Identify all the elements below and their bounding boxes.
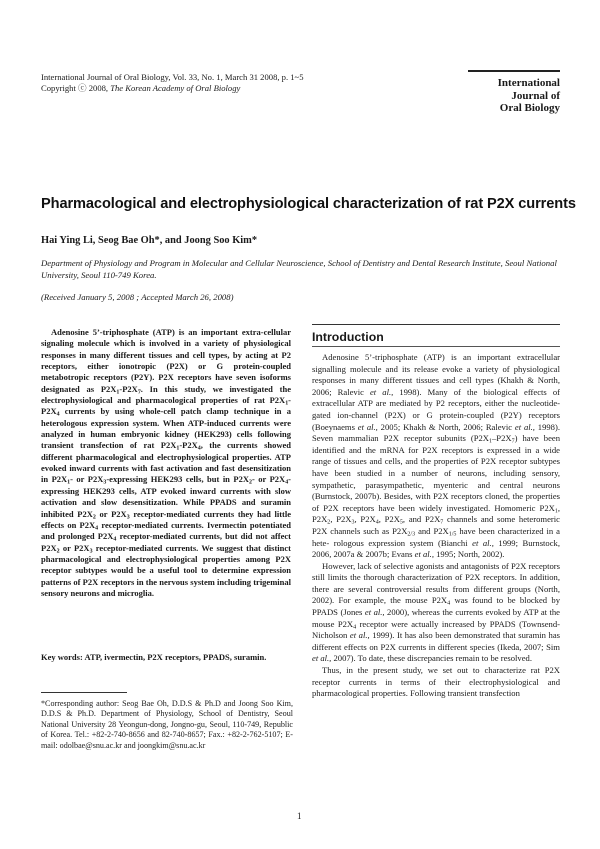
introduction-body — [312, 352, 560, 700]
journal-brand: International Journal of Oral Biology — [468, 70, 560, 115]
section-top-rule — [312, 324, 560, 325]
journal-line: International Journal of Oral Biology, Vol. 33, No. 1, March 31 2008, p. 1~5 — [41, 72, 304, 82]
affiliation: Department of Physiology and Program in Molecular and Cellular Neuroscience, School of Dentistry and Dental Research Institute, Seoul National University, Seoul 110-749 Korea. — [41, 258, 557, 280]
copyright-holder: The Korean Academy of Oral Biology — [110, 83, 241, 93]
page-number: 1 — [297, 811, 302, 821]
paper-title: Pharmacological and electrophysiological characterization of rat P2X currents — [41, 196, 576, 212]
intro-paragraph: Thus, in the present study, we set out to characterize rat P2X receptor currents in terms of their electrophysiological and pharmacological properties. Following transient transfection — [312, 665, 560, 699]
journal-citation — [41, 72, 304, 94]
section-bottom-rule — [312, 346, 560, 347]
author-list: Hai Ying Li, Seog Bae Oh*, and Joong Soo Kim* — [41, 235, 258, 246]
corresponding-author-footnote: *Corresponding author: Seog Bae Oh, D.D.S & Ph.D and Joong Soo Kim, D.D.S & Ph.D. Department of Physiology, School of Dentistry, Seoul National University 28 Yeongun-dong, Jongno-gu, Seoul, 110-749, Republic of Korea. Tel.: +82-2-740-8656 and 82-740-8657; Fax.: +82-2-762-5107; E-mail: odolbae@snu.ac.kr and joongkim@snu.ac.kr — [41, 699, 293, 750]
keywords: Key words: ATP, ivermectin, P2X receptors, PPADS, suramin. — [41, 652, 267, 662]
abstract: Adenosine 5’-triphosphate (ATP) is an important extra-cellular signaling molecule which is involved in a variety of physiological responses in many different tissues and cell types, by acting at P2 receptors, either ionotropic (P2X) or G protein-coupled metabotropic receptors (P2Y). P2X receptors have seven isoforms designated as $P2X_1-P2X_7$. In this study, we investigated the electrophysiological and pharmacological properties of rat $P2X_1-P2X_4$ currents by using whole-cell patch clamp technique in a heterologous expression system. When ATP-induced currents were analyzed in human embryonic kidney (HEK293) cells following transient transfection of rat $P2X_1-P2X_4$, the currents showed different pharmacological and electrophysiological properties. ATP evoked inward currents with fast activation and fast desensitization in $P2X_1-$ or $P2X_3$-expressing HEK293 cells, but in $P2X_2-$ or $P2X_4$-expressing HEK293 cells, ATP evoked inward currents with slow activation and slow desensitization. While PPADS and suramin inhibited $P2X_2$ or $P2X_3$ receptor-mediated currents they had little effects on $P2X_4$ receptor-mediated currents. Ivermectin potentiated and prolonged $P2X_4$ receptor-mediated currents, but did not affect $P2X_2$ or $P2X_3$ receptor-mediated currents. We suggest that distinct pharmacological and electrophysiological properties among P2X receptor subtypes would be a useful tool to determine expression patterns of P2X receptors in the nervous system including trigeminal sensory neurons and microglia. — [41, 327, 292, 598]
intro-paragraph: However, lack of selective agonists and antagonists of P2X receptors still limits the thorough characterization of P2X receptors. In addition, there are several controversial results from different groups (North, 2002). For example, the mouse $P2X_4$ was found to be blocked by PPADS (Jones et al., 2000), whereas the currents evoked by ATP at the mouse $P2X_4$ receptor were actually increased by PPADS (Townsend-Nicholson et al., 1999). It has also been demonstrated that suramin has different effects on P2X currents in different species (Ikeda, 2007; Sim et al., 2007). To date, these discrepancies remain to be resolved. — [312, 560, 561, 664]
footnote-divider — [41, 692, 127, 693]
received-dates: (Received January 5, 2008 ; Accepted March 26, 2008) — [41, 292, 234, 302]
intro-paragraph: Adenosine 5’-triphosphate (ATP) is an important extracellular signalling molecule and its release evoke a variety of physiological responses in many different tissues and cell types (Khakh & North, 2006; Ralevic et al., 1998). Many of the biological effects of extracellular ATP are mediated by P2 receptors, either the nucleotide-gated ion-channel (P2X) or G protein-coupled (P2Y) receptors (Boeynaems et al., 2005; Khakh & North, 2006; Ralevic et al., 1998). Seven mammalian P2X receptor subunits $(P2X_1-P2X_7)$ have been identified and the mRNA for P2X receptors is expressed in a wide range of tissues and cells, and the properties of P2X receptor subtypes have been studied in a number of neurons, including sensory, sympathetic, parasympathetic, myenteric and central neurons (Burnstock, 2007b). Besides, with P2X receptors cloned, the properties of P2X receptors have been widely investigated. Homomeric $P2X_1$, $P2X_2$, $P2X_3$, $P2X_4$, $P2X_5$, and $P2X_7$ channels and some heteromeric P2X channels such as $P2X_{2/3}$ and $P2X_{1/5}$ have been characterized in a hete- rologous expression system (Bianchi et al., 1999; Burnstock, 2006, 2007a & 2007b; Evans et al., 1995; North, 2002). — [312, 352, 560, 560]
introduction-heading: Introduction — [312, 330, 384, 344]
copyright-line: Copyright ⓒ 2008, The Korean Academy of Oral Biology — [41, 83, 241, 93]
